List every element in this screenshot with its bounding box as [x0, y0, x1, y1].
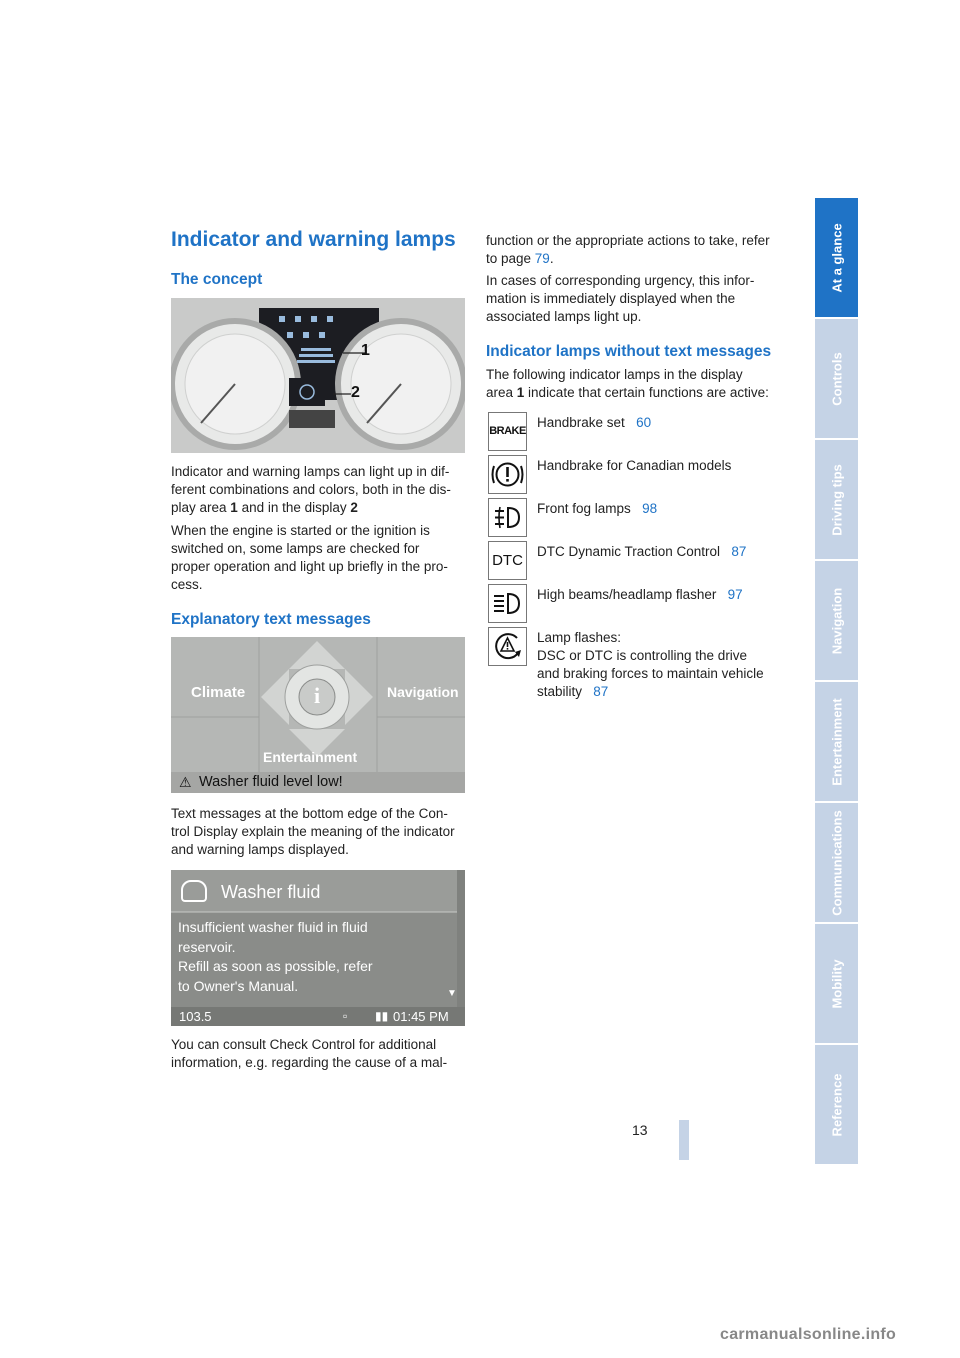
indicator-intro-paragraph: The following indicator lamps in the display area 1 indicate that certain functions are active: [486, 367, 769, 400]
indicator-item-front-fog: Front fog lamps 98 [537, 501, 658, 516]
indicator-item-handbrake: Handbrake set 60 [537, 415, 652, 430]
tab-driving-tips[interactable]: Driving tips [815, 440, 858, 561]
front-fog-lamp-icon [488, 498, 527, 537]
indicator-item-handbrake-canada: Handbrake for Canadian models [537, 458, 732, 473]
tab-communications[interactable]: Communications [815, 803, 858, 924]
chapter-tabs [815, 198, 858, 1166]
section-heading-indicator-lamps: Indicator lamps without text messages [486, 343, 772, 360]
exclamation-circle-icon [488, 455, 527, 494]
text-messages-paragraph: Text messages at the bottom edge of the Con- trol Display explain the meaning of the indicator and warning lamps displayed. [171, 806, 455, 857]
radio-frequency: 103.5 [179, 1009, 212, 1024]
status-warning-text: Washer fluid level low! [199, 774, 343, 790]
tab-mobility[interactable]: Mobility [815, 924, 858, 1045]
stability-warning-icon [488, 627, 527, 666]
washer-fluid-body: Insufficient washer fluid in fluid reservoir. Refill as soon as possible, refer to Owner's Manual. [178, 919, 373, 994]
concept-paragraph-1: Indicator and warning lamps can light up in dif- ferent combinations and colors, both in the dis- play area 1 and in the display 2 [171, 464, 451, 515]
page-title: Indicator and warning lamps [171, 228, 456, 251]
indicator-item-high-beam: High beams/headlamp flasher 97 [537, 587, 743, 602]
tab-entertainment[interactable]: Entertainment [815, 682, 858, 803]
dtc-icon: DTC [488, 541, 527, 580]
page-ref-98[interactable]: 98 [642, 501, 658, 516]
continuation-paragraph: function or the appropriate actions to take, refer to page 79. [486, 233, 770, 266]
washer-icon [181, 880, 207, 902]
concept-paragraph-2: When the engine is started or the ignition is switched on, some lamps are checked for proper operation and light up briefly in the pro- cess. [171, 523, 448, 592]
section-heading-concept: The concept [171, 271, 263, 288]
washer-fluid-message-figure [171, 870, 465, 1026]
tab-controls[interactable]: Controls [815, 319, 858, 440]
page-ref-87[interactable]: 87 [731, 544, 747, 559]
page-ref-60[interactable]: 60 [636, 415, 652, 430]
brake-icon: BRAKE [488, 412, 527, 451]
urgency-paragraph: In cases of corresponding urgency, this infor- mation is immediately displayed when the associated lamps light up. [486, 273, 755, 324]
section-heading-text-messages: Explanatory text messages [171, 611, 371, 628]
page-number: 13 [632, 1122, 648, 1138]
instrument-cluster-figure [171, 298, 465, 453]
indicator-item-stability: Lamp flashes: DSC or DTC is controlling the drive and braking forces to maintain vehicle stability 87 [537, 630, 764, 699]
tab-at-a-glance[interactable]: At a glance [815, 198, 858, 319]
scroll-down-icon: ▼ [447, 988, 457, 999]
check-control-paragraph: You can consult Check Control for additional information, e.g. regarding the cause of a mal- [171, 1037, 448, 1070]
menu-item-navigation: Navigation [387, 684, 459, 700]
page-ref-87b[interactable]: 87 [593, 684, 609, 699]
washer-fluid-title: Washer fluid [221, 882, 321, 902]
tab-reference[interactable]: Reference [815, 1045, 858, 1166]
page-number-bar [679, 1120, 689, 1160]
signal-icon: ▮▮ [375, 1009, 389, 1023]
figure-label-1: 1 [361, 342, 370, 359]
watermark: carmanualsonline.info [720, 1326, 897, 1343]
menu-item-entertainment: Entertainment [263, 749, 358, 765]
page-ref-79[interactable]: 79 [534, 251, 550, 266]
page-ref-97[interactable]: 97 [727, 587, 743, 602]
high-beam-icon [488, 584, 527, 623]
tab-navigation[interactable]: Navigation [815, 561, 858, 682]
info-icon: i [313, 683, 321, 708]
figure-label-2: 2 [351, 384, 360, 401]
control-display-menu-figure [171, 637, 465, 793]
indicator-item-dtc: DTC Dynamic Traction Control 87 [537, 544, 747, 559]
menu-item-climate: Climate [191, 684, 246, 701]
warning-triangle-icon: ⚠ [179, 774, 192, 790]
phone-icon: ▫ [343, 1009, 348, 1023]
clock-time: 01:45 PM [393, 1009, 449, 1024]
